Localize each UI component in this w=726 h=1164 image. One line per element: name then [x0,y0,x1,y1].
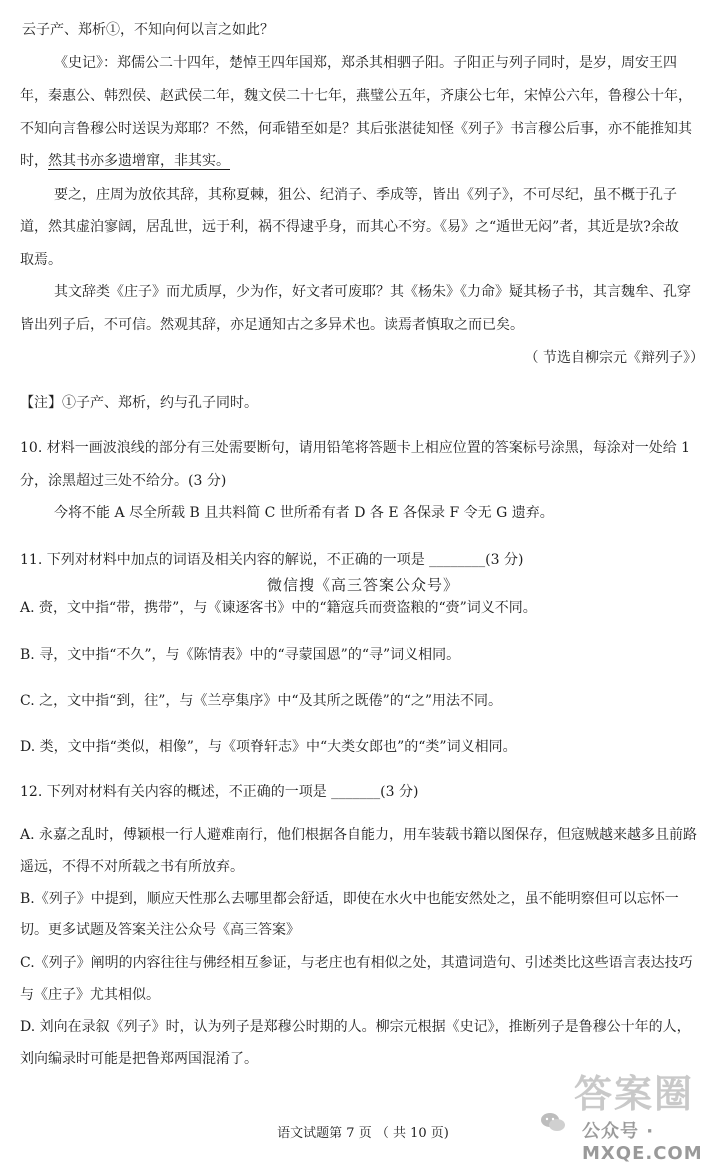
page-footer: 语文试题第 7 页 （ 共 10 页) [277,1126,449,1141]
q11-option-d: D. 类，文中指“类似，相像”，与《项脊轩志》中“大类女郎也”的“类”词义相同。 [20,739,517,755]
footnote: 【注】①子产、郑析，约与孔子同时。 [20,395,258,411]
q12-option-b-line-1: B.《列子》中提到，顺应天性那么去哪里都会舒适，即使在水火中也能安然处之，虽不能明察但可以忘怀一 [20,891,679,907]
q12-option-b-line-2: 切。更多试题及答案关注公众号《高三答案》 [20,922,300,938]
passage-line-5-start: 时， [20,153,48,169]
q12-option-d-line-2: 刘向编录时可能是把鲁郑两国混淆了。 [20,1051,258,1067]
q11-stem: 11. 下列对材料中加点的词语及相关内容的解说，不正确的一项是 ________(3 分) [20,552,524,568]
passage-source: （ 节选自柳宗元《辩列子》） [524,350,704,366]
wechat-icon [540,1111,566,1133]
handwritten-note: 微信搜《高三答案公众号》 [266,576,459,594]
passage-line-4: 不知向言鲁穆公时送误为郑耶？不然，何乖错至如是？其后张湛徒知怪《列子》书言穆公后事，亦不能推知其 [20,121,692,137]
passage-line-3: 年，秦惠公、韩烈侯、赵武侯二年，魏文侯二十七年，燕璧公五年，齐康公七年，宋悼公六年，鲁穆公十年， [20,88,692,104]
watermark-sub-text: 公众号 · MXQE.COM [582,1121,703,1164]
q12-option-c-line-2: 与《庄子》尤其相似。 [20,987,160,1003]
passage-line-5 [20,151,726,171]
watermark-main-text: 答案圈 [574,1072,695,1116]
q12-option-d-line-1: D. 刘向在录叙《列子》时，认为列子是郑穆公时期的人。柳宗元根据《史记》，推断列子是鲁穆公十年的人， [20,1019,691,1035]
passage-line-2: 《史记》：郑儒公二十四年，楚悼王四年国郑，郑杀其相驷子阳。子阳正与列子同时，是岁，周安王四 [54,55,677,71]
q10-line-1: 10. 材料一画波浪线的部分有三处需要断句，请用铅笔将答题卡上相应位置的答案标号涂黑，每涂对一处给 1 [20,440,691,456]
passage-line-10: 皆出列子后，不可信。然观其辞，亦足通知古之多异术也。读焉者慎取之而已矣。 [20,317,524,333]
q11-option-b: B. 寻，文中指“不久”，与《陈情表》中的“寻蒙国恩”的“寻”词义相同。 [20,647,461,663]
passage-line-6: 要之，庄周为放依其辞，其称夏棘，狙公、纪消子、季成等，皆出《列子》，不可尽纪，虽不概于孔子 [54,187,677,203]
q12-stem: 12. 下列对材料有关内容的概述，不正确的一项是 _______(3 分) [20,784,419,800]
passage-line-9: 其文辞类《庄子》而尤质厚，少为作，好文者可废耶？其《杨朱》《力命》疑其杨子书，其言魏牟、孔穿 [54,284,691,300]
q10-sentence: 今将不能 A 尽全所载 B 且共料简 C 世所希有者 D 各 E 各保录 F 令无 G 遗弃。 [54,505,554,521]
q12-option-a-line-2: 遥远，不得不对所载之书有所放弃。 [20,859,244,875]
q10-line-2: 分，涂黑超过三处不给分。(3 分) [20,473,227,489]
passage-line-1: 云子产、郑析①，不知向何以言之如此？ [22,22,274,38]
q11-option-a: A. 赍，文中指“带，携带”，与《谏逐客书》中的“籍寇兵而赍盗粮的“赍”词义不同。 [20,600,537,616]
q12-option-c-line-1: C.《列子》阐明的内容往往与佛经相互参证，与老庄也有相似之处，其遣词造句、引述类比这些语言表达技巧 [20,955,693,971]
passage-line-7: 道，然其虚泊寥阔，居乱世，远于利，祸不得逮乎身，而其心不穷。《易》之“遁世无闷”者，其近是欤?余故 [20,219,679,235]
q11-option-c: C. 之，文中指“到，往”，与《兰亭集序》中“及其所之既倦”的“之”用法不同。 [20,693,503,709]
passage-line-8: 取焉。 [20,252,62,268]
wavy-underlined-sentence: 然其书亦多遗增窜，非其实。 [48,153,230,169]
q12-option-a-line-1: A. 永嘉之乱时，傅颖根一行人避难南行，他们根据各自能力，用车装载书籍以图保存，但寇贼越来越多且前路 [20,827,698,843]
watermark [572,1055,722,1164]
